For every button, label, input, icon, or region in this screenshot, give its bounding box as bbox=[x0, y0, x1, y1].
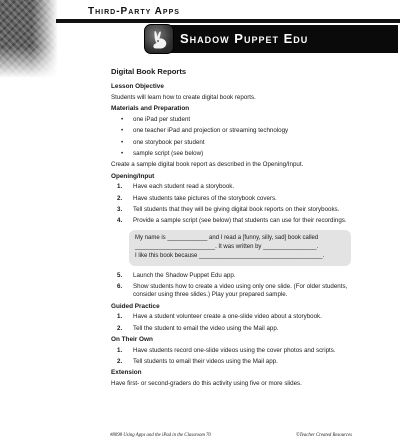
own-steps bbox=[117, 347, 351, 367]
materials-note: Create a sample digital book report as described in the Opening/Input. bbox=[111, 161, 304, 169]
opening-steps bbox=[117, 183, 351, 225]
own-heading: On Their Own bbox=[111, 336, 153, 344]
materials-heading: Materials and Preparation bbox=[111, 105, 190, 113]
shadow-puppet-rabbit-icon bbox=[144, 24, 174, 54]
script-line: My name is ____________ and I read a [funny, silly, sad] book called bbox=[135, 234, 319, 241]
list-item: 2. Have students take pictures of the storybook covers. bbox=[117, 194, 277, 202]
objective-text: Students will learn how to create digital book reports. bbox=[111, 93, 256, 101]
sample-script-box bbox=[129, 230, 351, 266]
list-item: 2. Tell students to email their videos using the Mail app. bbox=[117, 358, 278, 366]
opening-steps-continued bbox=[117, 272, 351, 300]
footer-book-title: #8098 Using Apps and the iPad in the Classroom bbox=[110, 433, 205, 438]
list-item: 4. Provide a sample script (see below) that students can use for their recordings. bbox=[117, 217, 347, 225]
extension-heading: Extension bbox=[111, 369, 142, 377]
list-item: • sample script (see below) bbox=[121, 150, 351, 158]
list-item: 5. Launch the Shadow Puppet Edu app. bbox=[117, 271, 236, 279]
list-item: 2. Tell the student to email the video using the Mail app. bbox=[117, 324, 279, 332]
list-item: • one teacher iPad and projection or streaming technology bbox=[121, 127, 351, 135]
script-line: I like this book because _____________________________________. bbox=[135, 253, 325, 260]
list-item: • one iPad per student bbox=[121, 116, 351, 124]
lesson-content bbox=[111, 67, 351, 391]
list-item: 1. Have a student volunteer create a one-slide video about a storybook. bbox=[117, 313, 322, 321]
section-title: Third-Party Apps bbox=[88, 6, 180, 17]
banner-title: Shadow Puppet Edu bbox=[180, 31, 309, 46]
script-line: ________________________. It was written by ________________. bbox=[135, 244, 319, 251]
extension-text: Have first- or second-graders do this activity using five or more slides. bbox=[111, 380, 302, 388]
page-number: 70 bbox=[206, 433, 211, 438]
list-item: 1. Have students record one-slide videos using the cover photos and scripts. bbox=[117, 346, 336, 354]
list-item: 1. Have each student read a storybook. bbox=[117, 183, 235, 191]
footer-copyright: ©Teacher Created Resources bbox=[295, 433, 352, 438]
lesson-title: Digital Book Reports bbox=[111, 67, 187, 76]
materials-list bbox=[121, 116, 351, 158]
list-item: • one storybook per student bbox=[121, 139, 351, 147]
list-item: 3. Tell students that they will be giving digital book reports on their storybooks. bbox=[117, 206, 340, 214]
guided-steps bbox=[117, 313, 351, 333]
objective-heading: Lesson Objective bbox=[111, 83, 164, 91]
corner-texture-fade bbox=[0, 0, 58, 78]
guided-heading: Guided Practice bbox=[111, 302, 160, 310]
opening-heading: Opening/Input bbox=[111, 172, 155, 180]
list-item: 6. Show students how to create a video using only one slide. (For older students, consider using three slides.) Play your prepared sample. bbox=[117, 283, 348, 299]
section-rule bbox=[56, 19, 400, 23]
